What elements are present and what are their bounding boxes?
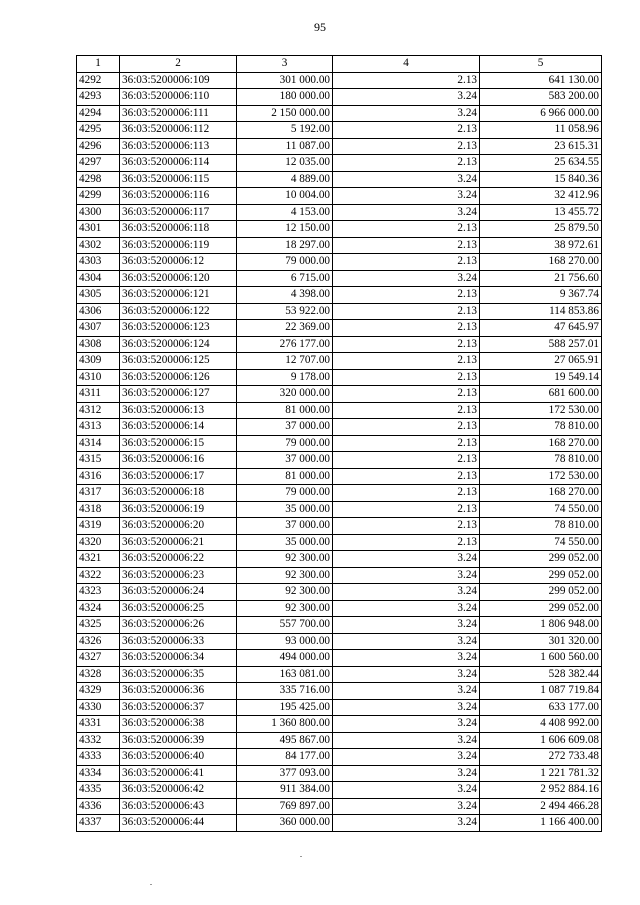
total-cell: 74 550.00 bbox=[480, 501, 602, 518]
row-number-cell: 4302 bbox=[77, 237, 120, 254]
coefficient-cell: 3.24 bbox=[333, 815, 480, 832]
cadastral-number-cell: 36:03:5200006:125 bbox=[120, 353, 237, 370]
table-row bbox=[77, 798, 602, 815]
value-cell: 53 922.00 bbox=[237, 303, 333, 320]
coefficient-cell: 2.13 bbox=[333, 518, 480, 535]
table-row bbox=[77, 551, 602, 568]
total-cell: 168 270.00 bbox=[480, 254, 602, 271]
value-cell: 911 384.00 bbox=[237, 782, 333, 799]
table-row bbox=[77, 683, 602, 700]
coefficient-cell: 2.13 bbox=[333, 221, 480, 238]
table-row bbox=[77, 155, 602, 172]
value-cell: 37 000.00 bbox=[237, 419, 333, 436]
table-row bbox=[77, 485, 602, 502]
table-row bbox=[77, 518, 602, 535]
table-row bbox=[77, 320, 602, 337]
cadastral-number-cell: 36:03:5200006:16 bbox=[120, 452, 237, 469]
total-cell: 299 052.00 bbox=[480, 584, 602, 601]
table-row bbox=[77, 72, 602, 89]
table-row bbox=[77, 336, 602, 353]
total-cell: 78 810.00 bbox=[480, 452, 602, 469]
coefficient-cell: 2.13 bbox=[333, 419, 480, 436]
table-row bbox=[77, 105, 602, 122]
table-row bbox=[77, 353, 602, 370]
total-cell: 19 549.14 bbox=[480, 369, 602, 386]
total-cell: 299 052.00 bbox=[480, 567, 602, 584]
cadastral-number-cell: 36:03:5200006:15 bbox=[120, 435, 237, 452]
coefficient-cell: 3.24 bbox=[333, 666, 480, 683]
table-row bbox=[77, 435, 602, 452]
row-number-cell: 4298 bbox=[77, 171, 120, 188]
cadastral-number-cell: 36:03:5200006:115 bbox=[120, 171, 237, 188]
value-cell: 276 177.00 bbox=[237, 336, 333, 353]
value-cell: 4 153.00 bbox=[237, 204, 333, 221]
cadastral-number-cell: 36:03:5200006:17 bbox=[120, 468, 237, 485]
coefficient-cell: 2.13 bbox=[333, 287, 480, 304]
value-cell: 12 150.00 bbox=[237, 221, 333, 238]
coefficient-cell: 2.13 bbox=[333, 534, 480, 551]
value-cell: 12 707.00 bbox=[237, 353, 333, 370]
coefficient-cell: 2.13 bbox=[333, 138, 480, 155]
value-cell: 320 000.00 bbox=[237, 386, 333, 403]
row-number-cell: 4324 bbox=[77, 600, 120, 617]
row-number-cell: 4304 bbox=[77, 270, 120, 287]
table-row bbox=[77, 204, 602, 221]
total-cell: 4 408 992.00 bbox=[480, 716, 602, 733]
table-row bbox=[77, 402, 602, 419]
total-cell: 32 412.96 bbox=[480, 188, 602, 205]
coefficient-cell: 3.24 bbox=[333, 650, 480, 667]
row-number-cell: 4320 bbox=[77, 534, 120, 551]
cadastral-number-cell: 36:03:5200006:119 bbox=[120, 237, 237, 254]
cadastral-number-cell: 36:03:5200006:26 bbox=[120, 617, 237, 634]
total-cell: 588 257.01 bbox=[480, 336, 602, 353]
row-number-cell: 4331 bbox=[77, 716, 120, 733]
value-cell: 92 300.00 bbox=[237, 551, 333, 568]
value-cell: 84 177.00 bbox=[237, 749, 333, 766]
row-number-cell: 4322 bbox=[77, 567, 120, 584]
coefficient-cell: 3.24 bbox=[333, 567, 480, 584]
cadastral-number-cell: 36:03:5200006:14 bbox=[120, 419, 237, 436]
cadastral-number-cell: 36:03:5200006:126 bbox=[120, 369, 237, 386]
row-number-cell: 4296 bbox=[77, 138, 120, 155]
row-number-cell: 4301 bbox=[77, 221, 120, 238]
table-row bbox=[77, 138, 602, 155]
total-cell: 168 270.00 bbox=[480, 485, 602, 502]
total-cell: 301 320.00 bbox=[480, 633, 602, 650]
total-cell: 641 130.00 bbox=[480, 72, 602, 89]
value-cell: 35 000.00 bbox=[237, 534, 333, 551]
coefficient-cell: 2.13 bbox=[333, 485, 480, 502]
value-cell: 301 000.00 bbox=[237, 72, 333, 89]
coefficient-cell: 3.24 bbox=[333, 89, 480, 106]
table-row bbox=[77, 419, 602, 436]
value-cell: 12 035.00 bbox=[237, 155, 333, 172]
coefficient-cell: 3.24 bbox=[333, 683, 480, 700]
value-cell: 494 000.00 bbox=[237, 650, 333, 667]
row-number-cell: 4292 bbox=[77, 72, 120, 89]
total-cell: 272 733.48 bbox=[480, 749, 602, 766]
value-cell: 37 000.00 bbox=[237, 518, 333, 535]
coefficient-cell: 3.24 bbox=[333, 551, 480, 568]
row-number-cell: 4295 bbox=[77, 122, 120, 139]
row-number-cell: 4309 bbox=[77, 353, 120, 370]
coefficient-cell: 3.24 bbox=[333, 798, 480, 815]
cadastral-number-cell: 36:03:5200006:19 bbox=[120, 501, 237, 518]
cadastral-number-cell: 36:03:5200006:111 bbox=[120, 105, 237, 122]
cadastral-number-cell: 36:03:5200006:22 bbox=[120, 551, 237, 568]
value-cell: 11 087.00 bbox=[237, 138, 333, 155]
total-cell: 583 200.00 bbox=[480, 89, 602, 106]
cadastral-number-cell: 36:03:5200006:118 bbox=[120, 221, 237, 238]
row-number-cell: 4321 bbox=[77, 551, 120, 568]
row-number-cell: 4315 bbox=[77, 452, 120, 469]
total-cell: 23 615.31 bbox=[480, 138, 602, 155]
value-cell: 9 178.00 bbox=[237, 369, 333, 386]
column-header-2: 2 bbox=[120, 56, 237, 73]
total-cell: 27 065.91 bbox=[480, 353, 602, 370]
cadastral-number-cell: 36:03:5200006:23 bbox=[120, 567, 237, 584]
cadastral-number-cell: 36:03:5200006:37 bbox=[120, 699, 237, 716]
value-cell: 92 300.00 bbox=[237, 600, 333, 617]
cadastral-number-cell: 36:03:5200006:42 bbox=[120, 782, 237, 799]
value-cell: 360 000.00 bbox=[237, 815, 333, 832]
row-number-cell: 4303 bbox=[77, 254, 120, 271]
coefficient-cell: 3.24 bbox=[333, 270, 480, 287]
total-cell: 1 221 781.32 bbox=[480, 765, 602, 782]
table-row bbox=[77, 617, 602, 634]
cadastral-number-cell: 36:03:5200006:41 bbox=[120, 765, 237, 782]
table-row bbox=[77, 567, 602, 584]
cadastral-number-cell: 36:03:5200006:40 bbox=[120, 749, 237, 766]
total-cell: 1 600 560.00 bbox=[480, 650, 602, 667]
coefficient-cell: 2.13 bbox=[333, 155, 480, 172]
row-number-cell: 4336 bbox=[77, 798, 120, 815]
total-cell: 172 530.00 bbox=[480, 468, 602, 485]
coefficient-cell: 2.13 bbox=[333, 402, 480, 419]
row-number-cell: 4323 bbox=[77, 584, 120, 601]
total-cell: 15 840.36 bbox=[480, 171, 602, 188]
coefficient-cell: 3.24 bbox=[333, 633, 480, 650]
row-number-cell: 4318 bbox=[77, 501, 120, 518]
row-number-cell: 4293 bbox=[77, 89, 120, 106]
row-number-cell: 4311 bbox=[77, 386, 120, 403]
table-row bbox=[77, 534, 602, 551]
coefficient-cell: 2.13 bbox=[333, 435, 480, 452]
total-cell: 528 382.44 bbox=[480, 666, 602, 683]
value-cell: 18 297.00 bbox=[237, 237, 333, 254]
table-row bbox=[77, 732, 602, 749]
cadastral-number-cell: 36:03:5200006:35 bbox=[120, 666, 237, 683]
cadastral-number-cell: 36:03:5200006:127 bbox=[120, 386, 237, 403]
table-row bbox=[77, 716, 602, 733]
total-cell: 21 756.60 bbox=[480, 270, 602, 287]
cadastral-number-cell: 36:03:5200006:18 bbox=[120, 485, 237, 502]
scan-speck bbox=[150, 884, 152, 885]
value-cell: 769 897.00 bbox=[237, 798, 333, 815]
coefficient-cell: 2.13 bbox=[333, 320, 480, 337]
coefficient-cell: 2.13 bbox=[333, 353, 480, 370]
row-number-cell: 4328 bbox=[77, 666, 120, 683]
table-row bbox=[77, 369, 602, 386]
total-cell: 172 530.00 bbox=[480, 402, 602, 419]
row-number-cell: 4294 bbox=[77, 105, 120, 122]
table-row bbox=[77, 584, 602, 601]
value-cell: 4 889.00 bbox=[237, 171, 333, 188]
total-cell: 1 806 948.00 bbox=[480, 617, 602, 634]
cadastral-number-cell: 36:03:5200006:20 bbox=[120, 518, 237, 535]
table-row bbox=[77, 303, 602, 320]
cadastral-number-cell: 36:03:5200006:117 bbox=[120, 204, 237, 221]
cadastral-number-cell: 36:03:5200006:24 bbox=[120, 584, 237, 601]
coefficient-cell: 3.24 bbox=[333, 617, 480, 634]
table-row bbox=[77, 765, 602, 782]
table-row bbox=[77, 254, 602, 271]
value-cell: 35 000.00 bbox=[237, 501, 333, 518]
value-cell: 81 000.00 bbox=[237, 402, 333, 419]
table-row bbox=[77, 287, 602, 304]
cadastral-number-cell: 36:03:5200006:21 bbox=[120, 534, 237, 551]
total-cell: 114 853.86 bbox=[480, 303, 602, 320]
page-number: 95 bbox=[314, 20, 326, 34]
cadastral-number-cell: 36:03:5200006:116 bbox=[120, 188, 237, 205]
table-row bbox=[77, 171, 602, 188]
table-row bbox=[77, 452, 602, 469]
table-row bbox=[77, 815, 602, 832]
cadastral-number-cell: 36:03:5200006:121 bbox=[120, 287, 237, 304]
row-number-cell: 4307 bbox=[77, 320, 120, 337]
row-number-cell: 4335 bbox=[77, 782, 120, 799]
total-cell: 74 550.00 bbox=[480, 534, 602, 551]
table-row bbox=[77, 468, 602, 485]
row-number-cell: 4329 bbox=[77, 683, 120, 700]
total-cell: 78 810.00 bbox=[480, 518, 602, 535]
cadastral-number-cell: 36:03:5200006:33 bbox=[120, 633, 237, 650]
row-number-cell: 4327 bbox=[77, 650, 120, 667]
value-cell: 335 716.00 bbox=[237, 683, 333, 700]
cadastral-number-cell: 36:03:5200006:39 bbox=[120, 732, 237, 749]
total-cell: 25 634.55 bbox=[480, 155, 602, 172]
cadastral-number-cell: 36:03:5200006:124 bbox=[120, 336, 237, 353]
cadastral-number-cell: 36:03:5200006:38 bbox=[120, 716, 237, 733]
row-number-cell: 4310 bbox=[77, 369, 120, 386]
coefficient-cell: 3.24 bbox=[333, 584, 480, 601]
value-cell: 163 081.00 bbox=[237, 666, 333, 683]
row-number-cell: 4316 bbox=[77, 468, 120, 485]
coefficient-cell: 2.13 bbox=[333, 122, 480, 139]
total-cell: 47 645.97 bbox=[480, 320, 602, 337]
row-number-cell: 4299 bbox=[77, 188, 120, 205]
total-cell: 6 966 000.00 bbox=[480, 105, 602, 122]
coefficient-cell: 3.24 bbox=[333, 782, 480, 799]
total-cell: 2 952 884.16 bbox=[480, 782, 602, 799]
coefficient-cell: 3.24 bbox=[333, 105, 480, 122]
cadastral-number-cell: 36:03:5200006:13 bbox=[120, 402, 237, 419]
cadastral-number-cell: 36:03:5200006:12 bbox=[120, 254, 237, 271]
row-number-cell: 4326 bbox=[77, 633, 120, 650]
table-body bbox=[77, 56, 602, 832]
cadastral-number-cell: 36:03:5200006:120 bbox=[120, 270, 237, 287]
value-cell: 195 425.00 bbox=[237, 699, 333, 716]
total-cell: 1 087 719.84 bbox=[480, 683, 602, 700]
row-number-cell: 4305 bbox=[77, 287, 120, 304]
row-number-cell: 4333 bbox=[77, 749, 120, 766]
table-row bbox=[77, 666, 602, 683]
value-cell: 377 093.00 bbox=[237, 765, 333, 782]
coefficient-cell: 3.24 bbox=[333, 188, 480, 205]
total-cell: 1 606 609.08 bbox=[480, 732, 602, 749]
cadastral-table bbox=[76, 55, 602, 832]
value-cell: 6 715.00 bbox=[237, 270, 333, 287]
value-cell: 10 004.00 bbox=[237, 188, 333, 205]
table-row bbox=[77, 221, 602, 238]
table-row bbox=[77, 650, 602, 667]
cadastral-number-cell: 36:03:5200006:25 bbox=[120, 600, 237, 617]
scan-speck bbox=[300, 856, 302, 857]
total-cell: 1 166 400.00 bbox=[480, 815, 602, 832]
coefficient-cell: 2.13 bbox=[333, 501, 480, 518]
value-cell: 93 000.00 bbox=[237, 633, 333, 650]
value-cell: 22 369.00 bbox=[237, 320, 333, 337]
coefficient-cell: 2.13 bbox=[333, 237, 480, 254]
coefficient-cell: 2.13 bbox=[333, 336, 480, 353]
coefficient-cell: 2.13 bbox=[333, 369, 480, 386]
cadastral-number-cell: 36:03:5200006:43 bbox=[120, 798, 237, 815]
coefficient-cell: 3.24 bbox=[333, 716, 480, 733]
table-row bbox=[77, 699, 602, 716]
coefficient-cell: 2.13 bbox=[333, 254, 480, 271]
row-number-cell: 4330 bbox=[77, 699, 120, 716]
total-cell: 25 879.50 bbox=[480, 221, 602, 238]
total-cell: 299 052.00 bbox=[480, 600, 602, 617]
coefficient-cell: 3.24 bbox=[333, 204, 480, 221]
table-header-row bbox=[77, 56, 602, 73]
table-row bbox=[77, 501, 602, 518]
table-row bbox=[77, 782, 602, 799]
coefficient-cell: 3.24 bbox=[333, 600, 480, 617]
coefficient-cell: 2.13 bbox=[333, 303, 480, 320]
coefficient-cell: 2.13 bbox=[333, 386, 480, 403]
table-row bbox=[77, 633, 602, 650]
row-number-cell: 4332 bbox=[77, 732, 120, 749]
total-cell: 168 270.00 bbox=[480, 435, 602, 452]
coefficient-cell: 2.13 bbox=[333, 468, 480, 485]
column-header-5: 5 bbox=[480, 56, 602, 73]
row-number-cell: 4319 bbox=[77, 518, 120, 535]
row-number-cell: 4308 bbox=[77, 336, 120, 353]
value-cell: 180 000.00 bbox=[237, 89, 333, 106]
coefficient-cell: 3.24 bbox=[333, 171, 480, 188]
row-number-cell: 4297 bbox=[77, 155, 120, 172]
table-row bbox=[77, 237, 602, 254]
table-row bbox=[77, 188, 602, 205]
value-cell: 79 000.00 bbox=[237, 254, 333, 271]
table-row bbox=[77, 122, 602, 139]
cadastral-number-cell: 36:03:5200006:110 bbox=[120, 89, 237, 106]
cadastral-number-cell: 36:03:5200006:122 bbox=[120, 303, 237, 320]
column-header-4: 4 bbox=[333, 56, 480, 73]
coefficient-cell: 3.24 bbox=[333, 699, 480, 716]
total-cell: 38 972.61 bbox=[480, 237, 602, 254]
cadastral-number-cell: 36:03:5200006:114 bbox=[120, 155, 237, 172]
value-cell: 92 300.00 bbox=[237, 567, 333, 584]
row-number-cell: 4313 bbox=[77, 419, 120, 436]
total-cell: 9 367.74 bbox=[480, 287, 602, 304]
row-number-cell: 4337 bbox=[77, 815, 120, 832]
table-row bbox=[77, 89, 602, 106]
value-cell: 79 000.00 bbox=[237, 435, 333, 452]
value-cell: 79 000.00 bbox=[237, 485, 333, 502]
row-number-cell: 4334 bbox=[77, 765, 120, 782]
value-cell: 4 398.00 bbox=[237, 287, 333, 304]
total-cell: 633 177.00 bbox=[480, 699, 602, 716]
value-cell: 495 867.00 bbox=[237, 732, 333, 749]
coefficient-cell: 2.13 bbox=[333, 72, 480, 89]
cadastral-number-cell: 36:03:5200006:123 bbox=[120, 320, 237, 337]
total-cell: 681 600.00 bbox=[480, 386, 602, 403]
row-number-cell: 4312 bbox=[77, 402, 120, 419]
value-cell: 37 000.00 bbox=[237, 452, 333, 469]
row-number-cell: 4317 bbox=[77, 485, 120, 502]
coefficient-cell: 2.13 bbox=[333, 452, 480, 469]
cadastral-number-cell: 36:03:5200006:36 bbox=[120, 683, 237, 700]
total-cell: 13 455.72 bbox=[480, 204, 602, 221]
cadastral-number-cell: 36:03:5200006:44 bbox=[120, 815, 237, 832]
coefficient-cell: 3.24 bbox=[333, 749, 480, 766]
value-cell: 5 192.00 bbox=[237, 122, 333, 139]
table-row bbox=[77, 600, 602, 617]
cadastral-number-cell: 36:03:5200006:109 bbox=[120, 72, 237, 89]
column-header-3: 3 bbox=[237, 56, 333, 73]
total-cell: 299 052.00 bbox=[480, 551, 602, 568]
value-cell: 92 300.00 bbox=[237, 584, 333, 601]
cadastral-number-cell: 36:03:5200006:112 bbox=[120, 122, 237, 139]
column-header-1: 1 bbox=[77, 56, 120, 73]
value-cell: 2 150 000.00 bbox=[237, 105, 333, 122]
row-number-cell: 4314 bbox=[77, 435, 120, 452]
table-row bbox=[77, 749, 602, 766]
row-number-cell: 4325 bbox=[77, 617, 120, 634]
coefficient-cell: 3.24 bbox=[333, 765, 480, 782]
cadastral-number-cell: 36:03:5200006:113 bbox=[120, 138, 237, 155]
table-row bbox=[77, 386, 602, 403]
coefficient-cell: 3.24 bbox=[333, 732, 480, 749]
value-cell: 557 700.00 bbox=[237, 617, 333, 634]
table-row bbox=[77, 270, 602, 287]
value-cell: 1 360 800.00 bbox=[237, 716, 333, 733]
cadastral-number-cell: 36:03:5200006:34 bbox=[120, 650, 237, 667]
total-cell: 78 810.00 bbox=[480, 419, 602, 436]
value-cell: 81 000.00 bbox=[237, 468, 333, 485]
row-number-cell: 4306 bbox=[77, 303, 120, 320]
total-cell: 11 058.96 bbox=[480, 122, 602, 139]
total-cell: 2 494 466.28 bbox=[480, 798, 602, 815]
row-number-cell: 4300 bbox=[77, 204, 120, 221]
